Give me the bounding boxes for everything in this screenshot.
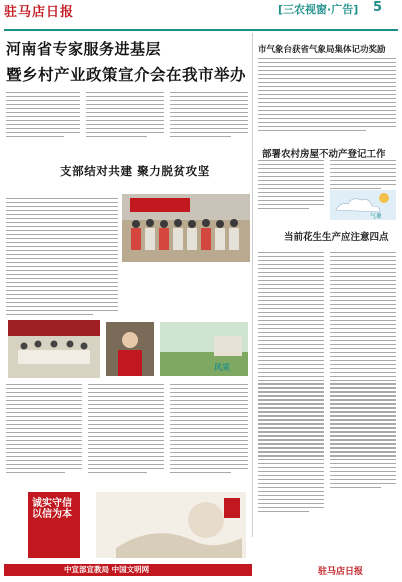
- newspaper-logo: 驻马店日报: [4, 5, 75, 20]
- peanut-story-body-col2: [330, 252, 396, 491]
- right-story2-title: 部署农村房屋不动产登记工作: [262, 149, 386, 160]
- banner-story-body-col3: [88, 384, 164, 476]
- field-photo: [160, 322, 248, 376]
- meeting-photo: [8, 320, 100, 378]
- peanut-story-title: 当前花生生产应注意四点: [284, 232, 389, 243]
- lead-story-body-col3: [170, 92, 248, 140]
- poster-title-box: [28, 492, 80, 558]
- lead-headline-line1: 河南省专家服务进基层: [6, 40, 162, 58]
- peanut-story-body-col1: [258, 252, 324, 515]
- footer-logo: 驻马店日报: [318, 567, 364, 577]
- group-photo: [122, 194, 250, 262]
- lead-story-body-col1: [6, 92, 80, 140]
- section-tag: [三农视窗·广告]: [278, 3, 359, 16]
- lead-headline-line2: 暨乡村产业政策宣介会在我市举办: [6, 65, 247, 84]
- portrait-photo: [106, 322, 154, 376]
- banner-story-body-col2: [6, 384, 82, 476]
- lead-story-body-col2: [86, 92, 164, 140]
- poster-slogan-text: 诚实守信 以信为本: [32, 498, 72, 520]
- column-divider: [252, 33, 253, 537]
- masthead-rule: [4, 29, 398, 31]
- svg-text:风采: 风采: [214, 363, 230, 372]
- banner-story-body-col1: [6, 198, 118, 318]
- footer-slogan: 中宣部宣教局 中国文明网: [64, 565, 150, 574]
- page-number: 5: [373, 0, 383, 15]
- banner-title: 支部结对共建 聚力脱贫攻坚: [60, 164, 210, 178]
- weather-graphic: [330, 190, 396, 220]
- right-story2-body-col1: [258, 160, 324, 212]
- banner-story-body-col4: [170, 384, 248, 476]
- right-story2-body-col2: [330, 160, 396, 192]
- right-story-title: 市气象台获省气象局集体记功奖励: [258, 45, 386, 55]
- right-story-body: [258, 58, 396, 134]
- poster-illustration: [96, 492, 246, 558]
- svg-text:气象: 气象: [370, 213, 383, 220]
